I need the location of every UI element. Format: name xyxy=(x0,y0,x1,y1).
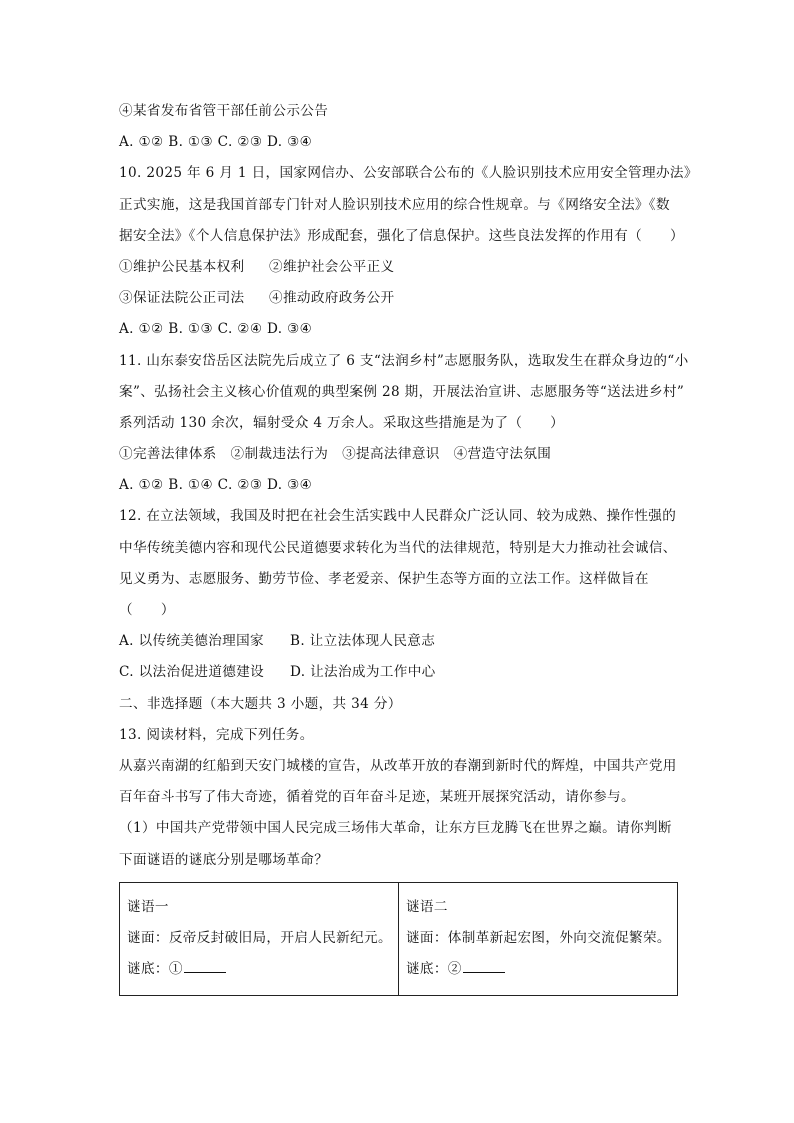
riddle-1-cell xyxy=(120,882,399,995)
riddle-2-face: 谜面：体制革新起宏图，外向交流促繁荣。 xyxy=(405,929,671,946)
riddle-1-answer-row xyxy=(127,954,392,985)
q12-option-a: A. 以传统美德治理国家 xyxy=(119,633,265,650)
q12-stem-line-1: 12. 在立法领域，我国及时把在社会生活实践中人民群众广泛认同、较为成熟、操作性强的 xyxy=(119,508,677,525)
q11-answer-choices: A. ①② B. ①④ C. ②③ D. ③④ xyxy=(119,477,313,494)
riddles-table xyxy=(119,882,678,996)
riddle-2-cell xyxy=(398,882,677,995)
q10-options-row-1 xyxy=(119,252,679,283)
q11-stem-line-2: 案”、弘扬社会主义核心价值观的典型案例 28 期，开展法治宣讲、志愿服务等“送法进乡村” xyxy=(119,383,685,400)
q10-option-3: ③保证法院公正司法 xyxy=(119,290,245,307)
riddle-1-answer-label: 谜底：① xyxy=(127,960,183,977)
riddle-2-title: 谜语二 xyxy=(405,898,448,915)
q11-options: ①完善法律体系 ②制裁违法行为 ③提高法律意识 ④营造守法氛围 xyxy=(119,446,552,463)
q10-stem-line-2: 正式实施，这是我国首部专门针对人脸识别技术应用的综合性规章。与《网络安全法》《数 xyxy=(119,196,670,213)
riddle-2-answer-row xyxy=(406,954,671,985)
riddle-2-answer-blank[interactable] xyxy=(463,960,505,973)
q10-option-2: ②维护社会公平正义 xyxy=(269,258,395,275)
q10-stem-line-3: 据安全法》《个人信息保护法》形成配套，强化了信息保护。这些良法发挥的作用有（ ） xyxy=(119,227,684,244)
section-2-heading: 二、非选择题（本大题共 3 小题，共 34 分） xyxy=(119,695,402,712)
q13-title: 13. 阅读材料，完成下列任务。 xyxy=(119,726,314,743)
q13-sub1-line-1: （1）中国共产党带领中国人民完成三场伟大革命，让东方巨龙腾飞在世界之巅。请你判断 xyxy=(119,820,672,837)
q13-material-line-1: 从嘉兴南湖的红船到天安门城楼的宣告，从改革开放的春潮到新时代的辉煌，中国共产党用 xyxy=(119,757,677,774)
q12-option-b: B. 让立法体现人民意志 xyxy=(290,633,436,650)
q10-option-1: ①维护公民基本权利 xyxy=(119,258,245,275)
q12-stem-line-3: 见义勇为、志愿服务、勤劳节俭、孝老爱亲、保护生态等方面的立法工作。这样做旨在 xyxy=(119,570,649,587)
exam-page xyxy=(119,96,698,996)
riddle-2-answer-label: 谜底：② xyxy=(405,960,462,977)
q11-stem-line-1: 11. 山东泰安岱岳区法院先后成立了 6 支“法润乡村”志愿服务队，选取发生在群众身边的“小 xyxy=(119,352,689,369)
q12-option-d: D. 让法治成为工作中心 xyxy=(290,664,436,681)
q10-option-4: ④推动政府政务公开 xyxy=(269,290,395,307)
q12-options-row-2 xyxy=(119,657,679,688)
riddles-row xyxy=(120,882,678,995)
q12-stem-line-2: 中华传统美德内容和现代公民道德要求转化为当代的法律规范，特别是大力推动社会诚信、 xyxy=(119,539,677,556)
q12-option-c: C. 以法治促进道德建设 xyxy=(119,664,265,681)
riddle-1-title: 谜语一 xyxy=(127,898,169,915)
q10-answer-choices: A. ①② B. ①③ C. ②④ D. ③④ xyxy=(119,321,313,338)
q12-options-row-1 xyxy=(119,626,679,657)
q11-stem-line-3: 系列活动 130 余次，辐射受众 4 万余人。采取这些措施是为了（ ） xyxy=(119,414,565,431)
q13-sub1-line-2: 下面谜语的谜底分别是哪场革命？ xyxy=(119,851,329,868)
q9-option-4: ④某省发布省管干部任前公示公告 xyxy=(119,103,329,119)
q9-answer-choices: A. ①② B. ①③ C. ②③ D. ③④ xyxy=(119,134,313,151)
q13-material-line-2: 百年奋斗书写了伟大奇迹，循着党的百年奋斗足迹，某班开展探究活动，请你参与。 xyxy=(119,789,635,806)
q10-stem-line-1: 10. 2025 年 6 月 1 日，国家网信办、公安部联合公布的《人脸识别技术应用安全管理办法》 xyxy=(119,165,698,182)
riddle-1-answer-blank[interactable] xyxy=(184,960,226,973)
riddle-1-face: 谜面：反帝反封破旧局，开启人民新纪元。 xyxy=(127,929,392,946)
q12-stem-line-4: （ ） xyxy=(119,602,175,618)
q10-options-row-2 xyxy=(119,283,679,314)
